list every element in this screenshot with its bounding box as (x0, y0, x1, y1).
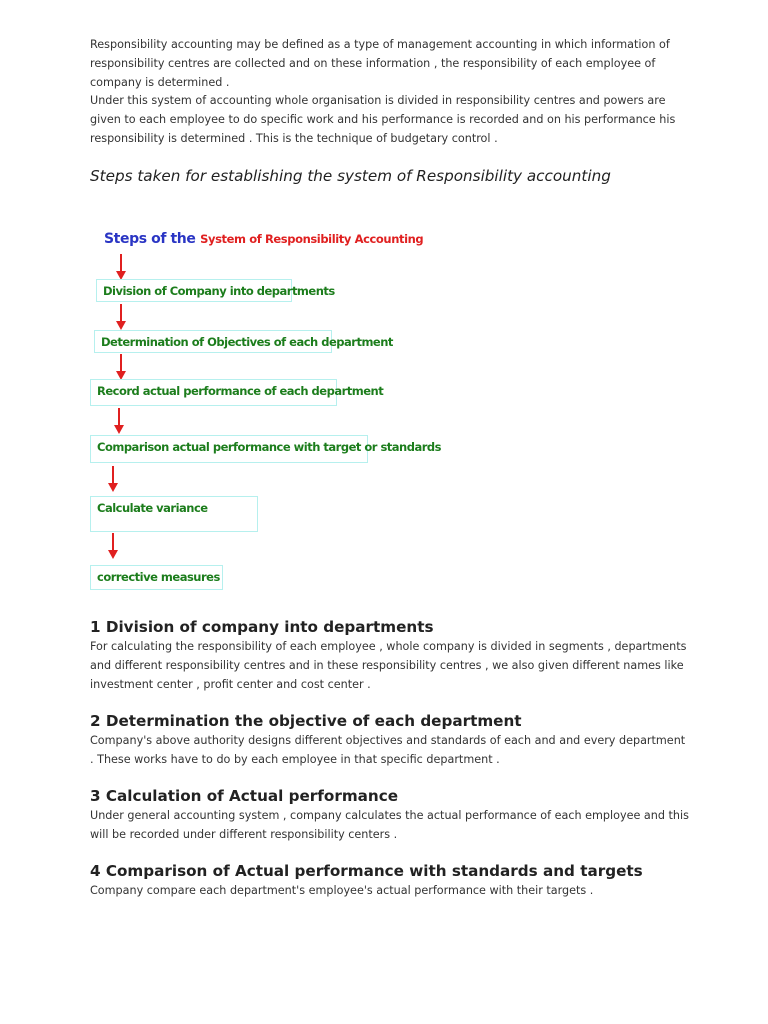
step-box-3: Record actual performance of each department (90, 379, 337, 406)
arrow-down-icon (114, 408, 124, 434)
arrow-down-icon (116, 304, 126, 330)
arrow-down-icon (116, 354, 126, 380)
section-2-body: Company's above authority designs different objectives and standards of each and and every department . These works have to do by each employee in that specific department . (90, 734, 686, 766)
section-1 (90, 616, 690, 694)
intro-paragraph-2: Under this system of accounting whole organisation is divided in responsibility centres and powers are given to each employee to do specific work and his performance is recorded and on his performance his responsibility is determined . This is the technique of budgetary control . (90, 94, 676, 145)
section-2 (90, 710, 690, 770)
arrow-down-icon (108, 533, 118, 559)
section-3 (90, 785, 690, 845)
intro-paragraph-1: Responsibility accounting may be defined as a type of management accounting in which information of responsibility centres are collected and on these information , the responsibility of each employee of company is determined . (90, 38, 670, 89)
section-3-body: Under general accounting system , company calculates the actual performance of each employee and this will be recorded under different responsibility centers . (90, 809, 689, 841)
section-1-body: For calculating the responsibility of each employee , whole company is divided in segments , departments and different responsibility centres and in these responsibility centres , we also given different names like investment center , profit center and cost center . (90, 640, 687, 691)
intro-block (90, 36, 690, 187)
section-4-body: Company compare each department's employee's actual performance with their targets . (90, 884, 594, 897)
diagram-title (104, 228, 423, 247)
section-4-title: 4 Comparison of Actual performance with standards and targets (90, 862, 643, 880)
arrow-down-icon (108, 466, 118, 492)
section-1-title: 1 Division of company into departments (90, 618, 434, 636)
arrow-down-icon (116, 254, 126, 280)
step-box-1: Division of Company into departments (96, 279, 292, 302)
step-box-5: Calculate variance (90, 496, 258, 532)
steps-heading: Steps taken for establishing the system of Responsibility accounting (90, 166, 611, 185)
section-3-title: 3 Calculation of Actual performance (90, 787, 399, 805)
section-4 (90, 860, 690, 901)
steps-diagram (90, 222, 441, 602)
step-box-6: corrective measures (90, 565, 223, 590)
diagram-title-part2: System of Responsibility Accounting (200, 232, 424, 246)
diagram-title-part1: Steps of the (104, 231, 196, 247)
step-box-2: Determination of Objectives of each department (94, 330, 332, 353)
section-2-title: 2 Determination the objective of each department (90, 712, 522, 730)
step-box-4: Comparison actual performance with target or standards (90, 435, 368, 463)
